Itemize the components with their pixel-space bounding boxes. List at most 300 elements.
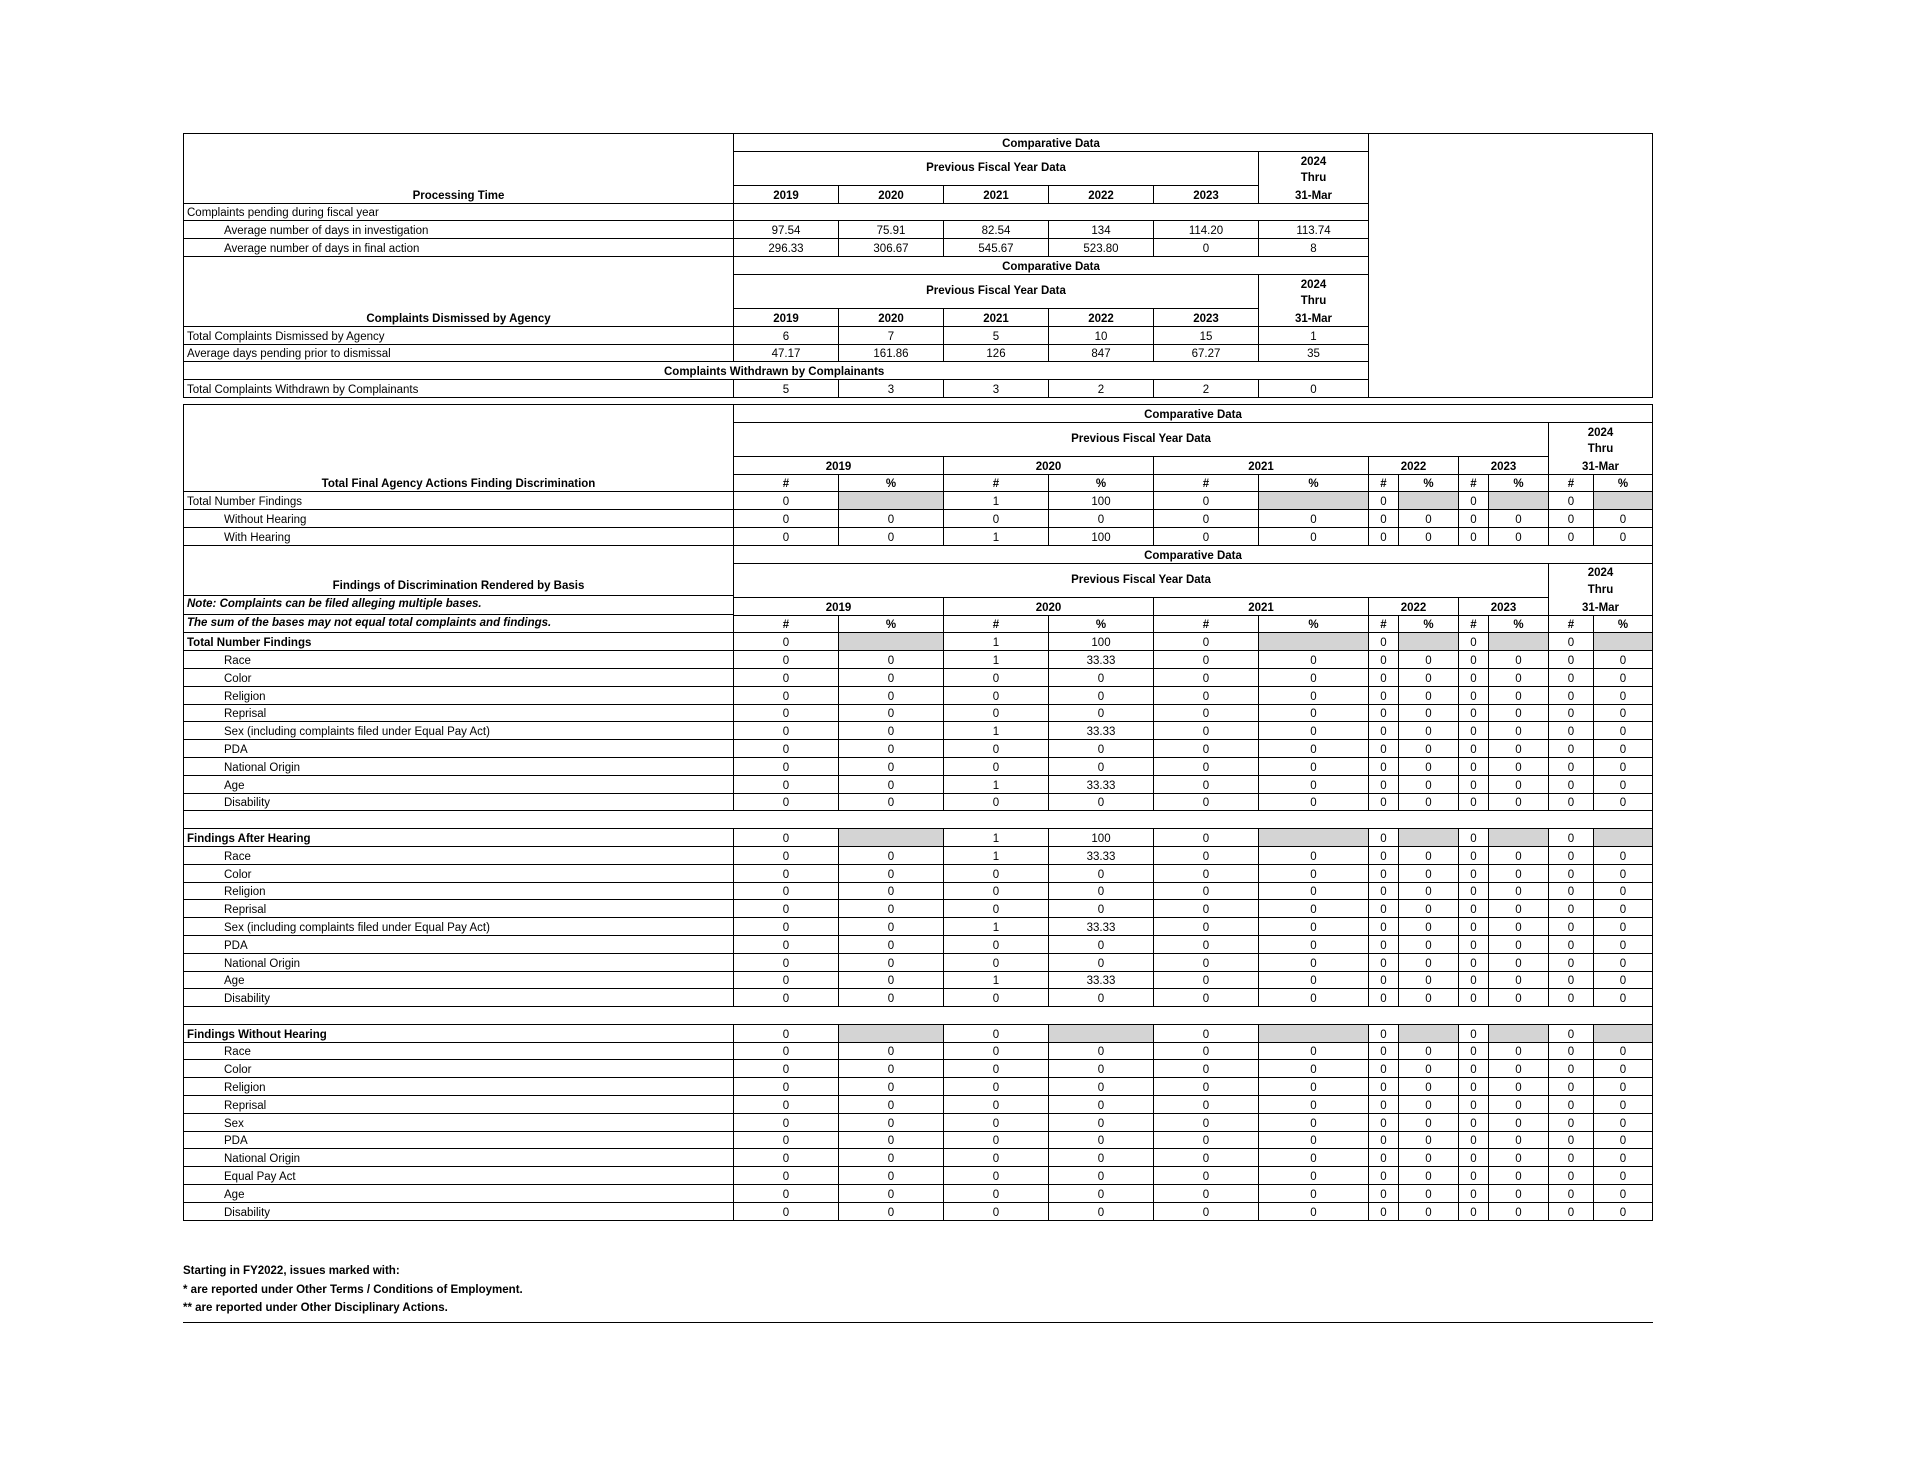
value-cell: 0	[1594, 989, 1653, 1007]
value-cell: 0	[944, 953, 1049, 971]
previous-fy-label: Previous Fiscal Year Data	[734, 274, 1259, 308]
row-label: Race	[184, 1042, 734, 1060]
value-cell: 0	[839, 864, 944, 882]
value-cell: 1	[944, 775, 1049, 793]
value-cell: 0	[1549, 918, 1594, 936]
value-cell: 5	[944, 326, 1049, 344]
value-cell: 0	[1259, 846, 1369, 864]
value-cell: 0	[1549, 740, 1594, 758]
year-2024-label: 2024	[1549, 422, 1653, 439]
row-label: Religion	[184, 882, 734, 900]
year-header: 2022	[1369, 456, 1459, 474]
value-cell: 0	[944, 1131, 1049, 1149]
table-row	[184, 846, 1653, 864]
previous-fy-label: Previous Fiscal Year Data	[734, 151, 1259, 185]
footnote-line: * are reported under Other Terms / Conditions of Employment.	[183, 1283, 523, 1296]
year-header: 2020	[944, 597, 1154, 615]
value-cell: 0	[1594, 1078, 1653, 1096]
basis-note: The sum of the bases may not equal total complaints and findings.	[184, 614, 733, 633]
basis-header-row	[184, 545, 1653, 563]
value-cell: 0	[839, 1202, 944, 1220]
value-cell: 0	[1399, 775, 1459, 793]
row-label: Reprisal	[184, 900, 734, 918]
footnotes	[183, 1262, 1653, 1323]
value-cell: 0	[1489, 1042, 1549, 1060]
table-row	[184, 882, 1653, 900]
year-header: 2021	[1154, 597, 1369, 615]
row-label: Average number of days in final action	[184, 239, 734, 257]
year-header: 2019	[734, 456, 944, 474]
value-cell: 161.86	[839, 344, 944, 362]
percent-header: %	[1489, 615, 1549, 633]
table-row	[184, 1131, 1653, 1149]
row-label: Sex (including complaints filed under Equal Pay Act)	[184, 722, 734, 740]
value-cell: 0	[1594, 1060, 1653, 1078]
value-cell: 0	[734, 1185, 839, 1203]
value-cell	[1489, 633, 1549, 651]
value-cell: 0	[1259, 864, 1369, 882]
value-cell: 0	[1049, 882, 1154, 900]
table-row	[184, 1113, 1653, 1131]
value-cell: 0	[1489, 900, 1549, 918]
final-actions-title: Total Final Agency Actions Finding Discrimination	[184, 405, 734, 492]
value-cell: 0	[1459, 793, 1489, 811]
value-cell: 0	[1154, 1042, 1259, 1060]
value-cell: 0	[1594, 722, 1653, 740]
value-cell: 0	[1259, 740, 1369, 758]
value-cell: 1	[1259, 326, 1369, 344]
count-header: #	[1154, 474, 1259, 492]
value-cell: 0	[1594, 846, 1653, 864]
value-cell: 0	[944, 1202, 1049, 1220]
value-cell: 1	[944, 528, 1049, 546]
value-cell: 0	[1459, 918, 1489, 936]
value-cell: 0	[1549, 1096, 1594, 1114]
value-cell: 0	[1154, 1149, 1259, 1167]
percent-header: %	[1259, 615, 1369, 633]
comparative-data-label: Comparative Data	[734, 405, 1653, 423]
value-cell: 0	[1259, 1060, 1369, 1078]
value-cell: 75.91	[839, 221, 944, 239]
value-cell: 126	[944, 344, 1049, 362]
value-cell: 0	[1369, 864, 1399, 882]
value-cell: 0	[1369, 492, 1399, 510]
value-cell: 0	[1549, 900, 1594, 918]
value-cell: 0	[944, 510, 1049, 528]
value-cell: 47.17	[734, 344, 839, 362]
row-label: Equal Pay Act	[184, 1167, 734, 1185]
value-cell: 0	[1549, 1113, 1594, 1131]
basis-title: Findings of Discrimination Rendered by Basis	[332, 579, 585, 592]
value-cell: 0	[1594, 953, 1653, 971]
value-cell: 114.20	[1154, 221, 1259, 239]
row-label: Sex (including complaints filed under Equal Pay Act)	[184, 918, 734, 936]
value-cell: 0	[1049, 1149, 1154, 1167]
value-cell: 113.74	[1259, 221, 1369, 239]
value-cell: 0	[1489, 757, 1549, 775]
value-cell: 0	[734, 846, 839, 864]
value-cell: 0	[1489, 1078, 1549, 1096]
value-cell: 0	[1049, 900, 1154, 918]
value-cell: 0	[1399, 704, 1459, 722]
value-cell: 0	[1594, 900, 1653, 918]
value-cell: 0	[944, 1096, 1049, 1114]
value-cell: 0	[839, 651, 944, 669]
value-cell: 1	[944, 846, 1049, 864]
table-row	[184, 528, 1653, 546]
value-cell: 0	[1399, 793, 1459, 811]
value-cell: 0	[839, 1096, 944, 1114]
value-cell: 0	[1549, 704, 1594, 722]
table-row	[184, 918, 1653, 936]
year-header: 2023	[1154, 308, 1259, 326]
count-header: #	[734, 615, 839, 633]
value-cell: 0	[944, 668, 1049, 686]
value-cell: 0	[734, 1042, 839, 1060]
value-cell: 0	[944, 704, 1049, 722]
value-cell: 0	[734, 971, 839, 989]
value-cell: 0	[1369, 1167, 1399, 1185]
row-label: Race	[184, 846, 734, 864]
value-cell: 1	[944, 971, 1049, 989]
value-cell: 0	[1369, 757, 1399, 775]
value-cell: 0	[1459, 686, 1489, 704]
value-cell: 0	[1369, 793, 1399, 811]
value-cell: 0	[1259, 793, 1369, 811]
count-header: #	[1459, 474, 1489, 492]
count-header: #	[944, 474, 1049, 492]
value-cell: 0	[1489, 1202, 1549, 1220]
value-cell: 0	[1259, 953, 1369, 971]
value-cell: 0	[1154, 1202, 1259, 1220]
value-cell	[839, 633, 944, 651]
row-label: Color	[184, 864, 734, 882]
value-cell: 0	[1399, 1060, 1459, 1078]
value-cell: 0	[1399, 1042, 1459, 1060]
value-cell: 0	[734, 775, 839, 793]
table-row	[184, 775, 1653, 793]
withdrawn-title: Complaints Withdrawn by Complainants	[184, 362, 1369, 380]
value-cell: 0	[1154, 492, 1259, 510]
value-cell: 0	[1489, 528, 1549, 546]
value-cell: 0	[1154, 633, 1259, 651]
value-cell: 0	[1594, 882, 1653, 900]
percent-header: %	[1489, 474, 1549, 492]
value-cell: 0	[1549, 528, 1594, 546]
value-cell: 0	[1259, 935, 1369, 953]
value-cell: 0	[1459, 757, 1489, 775]
year-header: 2023	[1154, 185, 1259, 203]
value-cell: 0	[1459, 510, 1489, 528]
value-cell: 0	[1154, 704, 1259, 722]
mar31-label: 31-Mar	[1259, 308, 1369, 326]
value-cell: 0	[1594, 1131, 1653, 1149]
value-cell: 0	[1154, 757, 1259, 775]
value-cell: 0	[1154, 864, 1259, 882]
value-cell: 8	[1259, 239, 1369, 257]
table-row	[184, 1167, 1653, 1185]
value-cell: 0	[1369, 1202, 1399, 1220]
value-cell: 0	[1259, 1078, 1369, 1096]
value-cell: 1	[944, 651, 1049, 669]
value-cell: 0	[1399, 1202, 1459, 1220]
value-cell: 0	[1399, 1149, 1459, 1167]
value-cell: 0	[839, 1042, 944, 1060]
table-row	[184, 1185, 1653, 1203]
row-label: Reprisal	[184, 704, 734, 722]
value-cell: 100	[1049, 633, 1154, 651]
value-cell: 0	[734, 722, 839, 740]
value-cell: 0	[1259, 1167, 1369, 1185]
processing-time-table	[183, 133, 1653, 398]
value-cell: 0	[1049, 1042, 1154, 1060]
value-cell: 0	[839, 900, 944, 918]
table-row	[184, 651, 1653, 669]
row-label: Without Hearing	[184, 510, 734, 528]
value-cell: 0	[1594, 528, 1653, 546]
value-cell: 0	[839, 1185, 944, 1203]
value-cell: 0	[1549, 510, 1594, 528]
value-cell: 0	[1369, 1131, 1399, 1149]
value-cell	[1399, 829, 1459, 847]
value-cell: 0	[944, 1024, 1049, 1042]
row-label: Disability	[184, 1202, 734, 1220]
value-cell: 1	[944, 492, 1049, 510]
value-cell: 0	[1154, 989, 1259, 1007]
year-header: 2019	[734, 597, 944, 615]
year-header: 2021	[944, 185, 1049, 203]
spacer-cell	[184, 1007, 1653, 1025]
value-cell: 0	[734, 510, 839, 528]
value-cell: 0	[1459, 704, 1489, 722]
value-cell: 0	[1259, 1042, 1369, 1060]
value-cell: 0	[1594, 757, 1653, 775]
row-label: With Hearing	[184, 528, 734, 546]
table-row	[184, 953, 1653, 971]
value-cell: 0	[944, 686, 1049, 704]
value-cell: 0	[734, 864, 839, 882]
value-cell: 0	[1459, 528, 1489, 546]
value-cell: 0	[1489, 918, 1549, 936]
value-cell: 0	[1399, 846, 1459, 864]
count-header: #	[1369, 474, 1399, 492]
value-cell: 5	[734, 380, 839, 398]
value-cell: 0	[1369, 686, 1399, 704]
value-cell: 0	[839, 971, 944, 989]
value-cell: 0	[839, 1149, 944, 1167]
percent-header: %	[1594, 474, 1653, 492]
value-cell: 0	[1154, 900, 1259, 918]
spacer-cell	[184, 811, 1653, 829]
value-cell: 0	[1459, 1185, 1489, 1203]
row-label: PDA	[184, 740, 734, 758]
value-cell: 0	[839, 1131, 944, 1149]
value-cell: 0	[1259, 900, 1369, 918]
value-cell	[1489, 829, 1549, 847]
value-cell: 0	[1259, 686, 1369, 704]
value-cell: 0	[734, 1202, 839, 1220]
count-header: #	[1459, 615, 1489, 633]
value-cell: 0	[1399, 1167, 1459, 1185]
value-cell: 0	[1459, 1131, 1489, 1149]
year-header: 2021	[944, 308, 1049, 326]
value-cell: 0	[944, 882, 1049, 900]
value-cell: 0	[839, 1078, 944, 1096]
value-cell: 0	[1154, 971, 1259, 989]
value-cell: 0	[1154, 1113, 1259, 1131]
table-row	[184, 492, 1653, 510]
value-cell: 0	[1154, 953, 1259, 971]
row-label: Color	[184, 1060, 734, 1078]
value-cell: 0	[1399, 900, 1459, 918]
value-cell: 0	[1489, 1060, 1549, 1078]
value-cell: 0	[944, 793, 1049, 811]
value-cell	[1489, 492, 1549, 510]
value-cell: 0	[1459, 900, 1489, 918]
value-cell: 0	[1154, 1131, 1259, 1149]
value-cell: 97.54	[734, 221, 839, 239]
value-cell: 0	[1049, 1078, 1154, 1096]
value-cell: 0	[1259, 510, 1369, 528]
value-cell: 0	[1549, 864, 1594, 882]
value-cell: 0	[1154, 668, 1259, 686]
value-cell: 0	[1369, 510, 1399, 528]
thru-label: Thru	[1259, 292, 1369, 309]
value-cell: 0	[734, 1096, 839, 1114]
value-cell: 0	[1549, 633, 1594, 651]
value-cell: 0	[839, 757, 944, 775]
value-cell: 0	[734, 1024, 839, 1042]
value-cell: 0	[1489, 953, 1549, 971]
value-cell: 0	[1369, 1185, 1399, 1203]
value-cell: 0	[1259, 1202, 1369, 1220]
value-cell: 0	[1594, 1167, 1653, 1185]
row-label: Race	[184, 651, 734, 669]
row-label: Color	[184, 668, 734, 686]
value-cell: 0	[1489, 1096, 1549, 1114]
value-cell: 0	[1154, 239, 1259, 257]
value-cell: 0	[1594, 510, 1653, 528]
table-row	[184, 510, 1653, 528]
year-header: 2020	[944, 456, 1154, 474]
value-cell: 0	[839, 740, 944, 758]
year-header: 2023	[1459, 456, 1549, 474]
value-cell: 0	[1259, 1131, 1369, 1149]
value-cell: 0	[734, 953, 839, 971]
year-header: 2019	[734, 308, 839, 326]
value-cell: 0	[839, 918, 944, 936]
value-cell: 0	[1049, 668, 1154, 686]
percent-header: %	[839, 474, 944, 492]
blank-area	[1369, 134, 1653, 398]
value-cell: 0	[734, 1078, 839, 1096]
value-cell: 0	[1399, 882, 1459, 900]
value-cell	[1399, 633, 1459, 651]
value-cell: 0	[1369, 1113, 1399, 1131]
row-label: PDA	[184, 1131, 734, 1149]
value-cell: 0	[1594, 775, 1653, 793]
count-header: #	[1369, 615, 1399, 633]
value-cell: 10	[1049, 326, 1154, 344]
value-cell: 0	[1259, 882, 1369, 900]
value-cell: 0	[1154, 722, 1259, 740]
value-cell: 0	[1259, 722, 1369, 740]
value-cell: 0	[734, 740, 839, 758]
value-cell: 0	[1489, 1185, 1549, 1203]
year-header: 2022	[1369, 597, 1459, 615]
value-cell: 0	[1369, 722, 1399, 740]
value-cell: 0	[1154, 793, 1259, 811]
value-cell: 0	[1459, 882, 1489, 900]
value-cell: 0	[1049, 864, 1154, 882]
value-cell: 0	[1369, 1078, 1399, 1096]
row-label: Total Number Findings	[184, 633, 734, 651]
value-cell: 0	[1049, 953, 1154, 971]
value-cell: 0	[1489, 686, 1549, 704]
value-cell: 0	[1594, 935, 1653, 953]
year-2024-label: 2024	[1259, 274, 1369, 291]
row-label: Findings After Hearing	[184, 829, 734, 847]
value-cell: 0	[1594, 1185, 1653, 1203]
value-cell: 6	[734, 326, 839, 344]
value-cell: 33.33	[1049, 846, 1154, 864]
value-cell: 0	[1049, 1060, 1154, 1078]
value-cell: 0	[1489, 935, 1549, 953]
value-cell: 0	[1399, 686, 1459, 704]
value-cell	[1594, 829, 1653, 847]
value-cell	[1594, 633, 1653, 651]
findings-body	[184, 405, 1653, 1221]
table-row	[184, 722, 1653, 740]
value-cell	[1594, 1024, 1653, 1042]
row-label: Total Complaints Dismissed by Agency	[184, 326, 734, 344]
value-cell: 0	[1369, 1024, 1399, 1042]
value-cell: 0	[1369, 651, 1399, 669]
thru-label: Thru	[1259, 169, 1369, 186]
value-cell: 0	[839, 935, 944, 953]
row-label: National Origin	[184, 1149, 734, 1167]
value-cell	[1259, 1024, 1369, 1042]
value-cell	[839, 829, 944, 847]
value-cell: 0	[734, 528, 839, 546]
value-cell: 0	[1459, 846, 1489, 864]
row-label: Total Number Findings	[184, 492, 734, 510]
value-cell: 33.33	[1049, 651, 1154, 669]
value-cell: 0	[944, 1078, 1049, 1096]
value-cell: 0	[1594, 1113, 1653, 1131]
spacer-row	[184, 811, 1653, 829]
value-cell: 0	[734, 492, 839, 510]
row-label: Reprisal	[184, 1096, 734, 1114]
mar31-label: 31-Mar	[1549, 597, 1653, 615]
table-row	[184, 686, 1653, 704]
row-label: Disability	[184, 793, 734, 811]
value-cell: 0	[1399, 1185, 1459, 1203]
value-cell: 1	[944, 918, 1049, 936]
value-cell: 0	[1369, 1149, 1399, 1167]
value-cell: 0	[1399, 1113, 1459, 1131]
value-cell: 0	[734, 1149, 839, 1167]
value-cell: 0	[1549, 846, 1594, 864]
value-cell: 0	[1399, 989, 1459, 1007]
value-cell: 2	[1154, 380, 1259, 398]
value-cell: 0	[734, 829, 839, 847]
value-cell: 0	[1154, 935, 1259, 953]
value-cell: 0	[1369, 953, 1399, 971]
value-cell: 0	[1369, 935, 1399, 953]
value-cell: 0	[1154, 1096, 1259, 1114]
value-cell: 0	[1549, 1185, 1594, 1203]
